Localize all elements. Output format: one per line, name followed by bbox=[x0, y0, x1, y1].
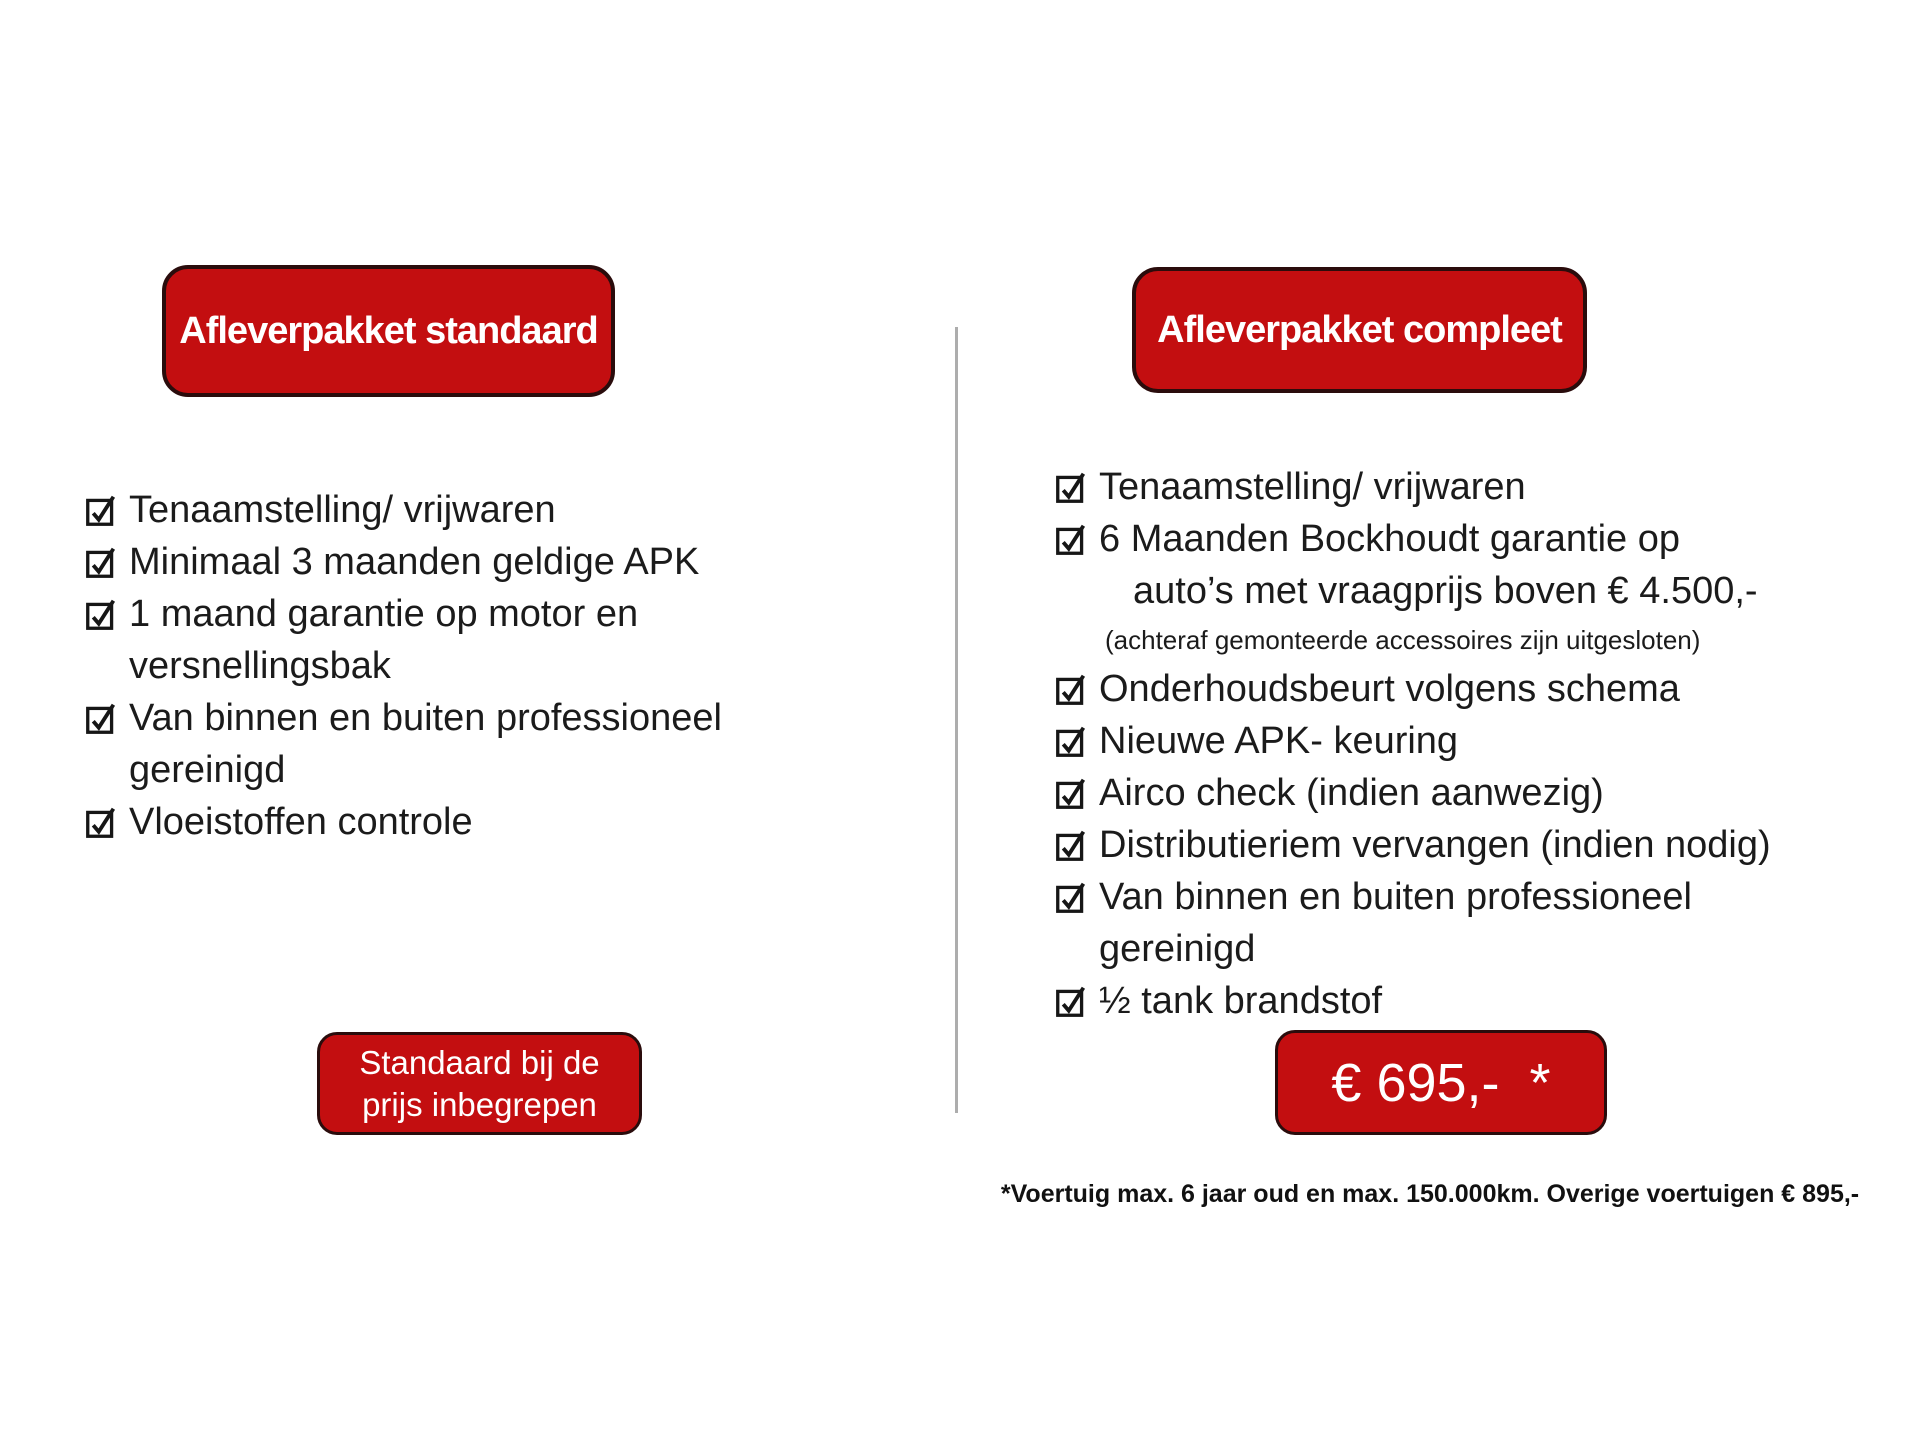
price-footnote: *Voertuig max. 6 jaar oud en max. 150.000km. Overige voertuigen € 895,- bbox=[1000, 1180, 1860, 1208]
checklist-item-text: 1 maand garantie op motor en bbox=[129, 592, 639, 635]
checklist-item bbox=[1055, 461, 1771, 513]
checklist-item-continuation bbox=[1055, 565, 1771, 617]
checklist-item-text: 6 Maanden Bockhoudt garantie op bbox=[1099, 517, 1680, 560]
checklist-item bbox=[85, 536, 722, 588]
checklist-item-text: Onderhoudsbeurt volgens schema bbox=[1099, 667, 1680, 710]
checklist-item bbox=[85, 588, 722, 640]
checklist-item-text: Nieuwe APK- keuring bbox=[1099, 719, 1459, 762]
checklist-item-continuation bbox=[85, 744, 722, 796]
price-badge-text: € 695,- * bbox=[1331, 1052, 1551, 1113]
checklist-item-text: versnellingsbak bbox=[129, 644, 391, 687]
checklist-item bbox=[1055, 715, 1771, 767]
checklist-item-note-text: (achteraf gemonteerde accessoires zijn uitgesloten) bbox=[1105, 624, 1701, 655]
checklist-item-text: Van binnen en buiten professioneel bbox=[1099, 875, 1692, 918]
checklist-item-text: auto’s met vraagprijs boven € 4.500,- bbox=[1133, 569, 1758, 612]
checked-checkbox-icon bbox=[85, 494, 118, 527]
package-title-complete bbox=[1132, 267, 1587, 393]
checklist-item-text: Tenaamstelling/ vrijwaren bbox=[129, 488, 556, 531]
checklist-item bbox=[85, 484, 722, 536]
checklist-item bbox=[1055, 513, 1771, 565]
checklist-item-text: gereinigd bbox=[129, 748, 286, 791]
checklist-item bbox=[85, 692, 722, 744]
checklist-item bbox=[1055, 975, 1771, 1027]
included-badge-line2: prijs inbegrepen bbox=[362, 1085, 597, 1123]
checked-checkbox-icon bbox=[1055, 985, 1088, 1018]
checked-checkbox-icon bbox=[1055, 471, 1088, 504]
standard-package-checklist bbox=[85, 484, 722, 848]
checklist-item-text: Airco check (indien aanwezig) bbox=[1099, 771, 1604, 814]
checked-checkbox-icon bbox=[85, 598, 118, 631]
checklist-item-text: Minimaal 3 maanden geldige APK bbox=[129, 540, 700, 583]
checked-checkbox-icon bbox=[85, 806, 118, 839]
included-badge-line1: Standaard bij de bbox=[359, 1043, 600, 1081]
package-title-standard bbox=[162, 265, 615, 397]
checked-checkbox-icon bbox=[85, 546, 118, 579]
checklist-item-continuation bbox=[85, 640, 722, 692]
checklist-item bbox=[1055, 767, 1771, 819]
checked-checkbox-icon bbox=[1055, 777, 1088, 810]
checklist-item bbox=[1055, 871, 1771, 923]
checked-checkbox-icon bbox=[1055, 829, 1088, 862]
checked-checkbox-icon bbox=[1055, 725, 1088, 758]
package-title-standard-label: Afleverpakket standaard bbox=[179, 309, 598, 352]
checklist-item bbox=[1055, 663, 1771, 715]
checked-checkbox-icon bbox=[1055, 881, 1088, 914]
checked-checkbox-icon bbox=[85, 702, 118, 735]
checked-checkbox-icon bbox=[1055, 673, 1088, 706]
checked-checkbox-icon bbox=[1055, 523, 1088, 556]
checklist-item-text: Vloeistoffen controle bbox=[129, 800, 473, 843]
checklist-item-text: Tenaamstelling/ vrijwaren bbox=[1099, 465, 1526, 508]
checklist-item-continuation bbox=[1055, 923, 1771, 975]
checklist-item-text: Van binnen en buiten professioneel bbox=[129, 696, 722, 739]
included-in-price-badge bbox=[317, 1032, 642, 1135]
checklist-item-text: Distributieriem vervangen (indien nodig) bbox=[1099, 823, 1771, 866]
price-badge bbox=[1275, 1030, 1607, 1135]
complete-package-checklist bbox=[1055, 461, 1771, 1027]
checklist-item bbox=[85, 796, 722, 848]
checklist-item-text: ½ tank brandstof bbox=[1099, 979, 1383, 1022]
checklist-item-text: gereinigd bbox=[1099, 927, 1256, 970]
checklist-item-note bbox=[1055, 617, 1771, 663]
package-title-complete-label: Afleverpakket compleet bbox=[1157, 308, 1562, 351]
checklist-item bbox=[1055, 819, 1771, 871]
vertical-divider bbox=[955, 327, 958, 1113]
